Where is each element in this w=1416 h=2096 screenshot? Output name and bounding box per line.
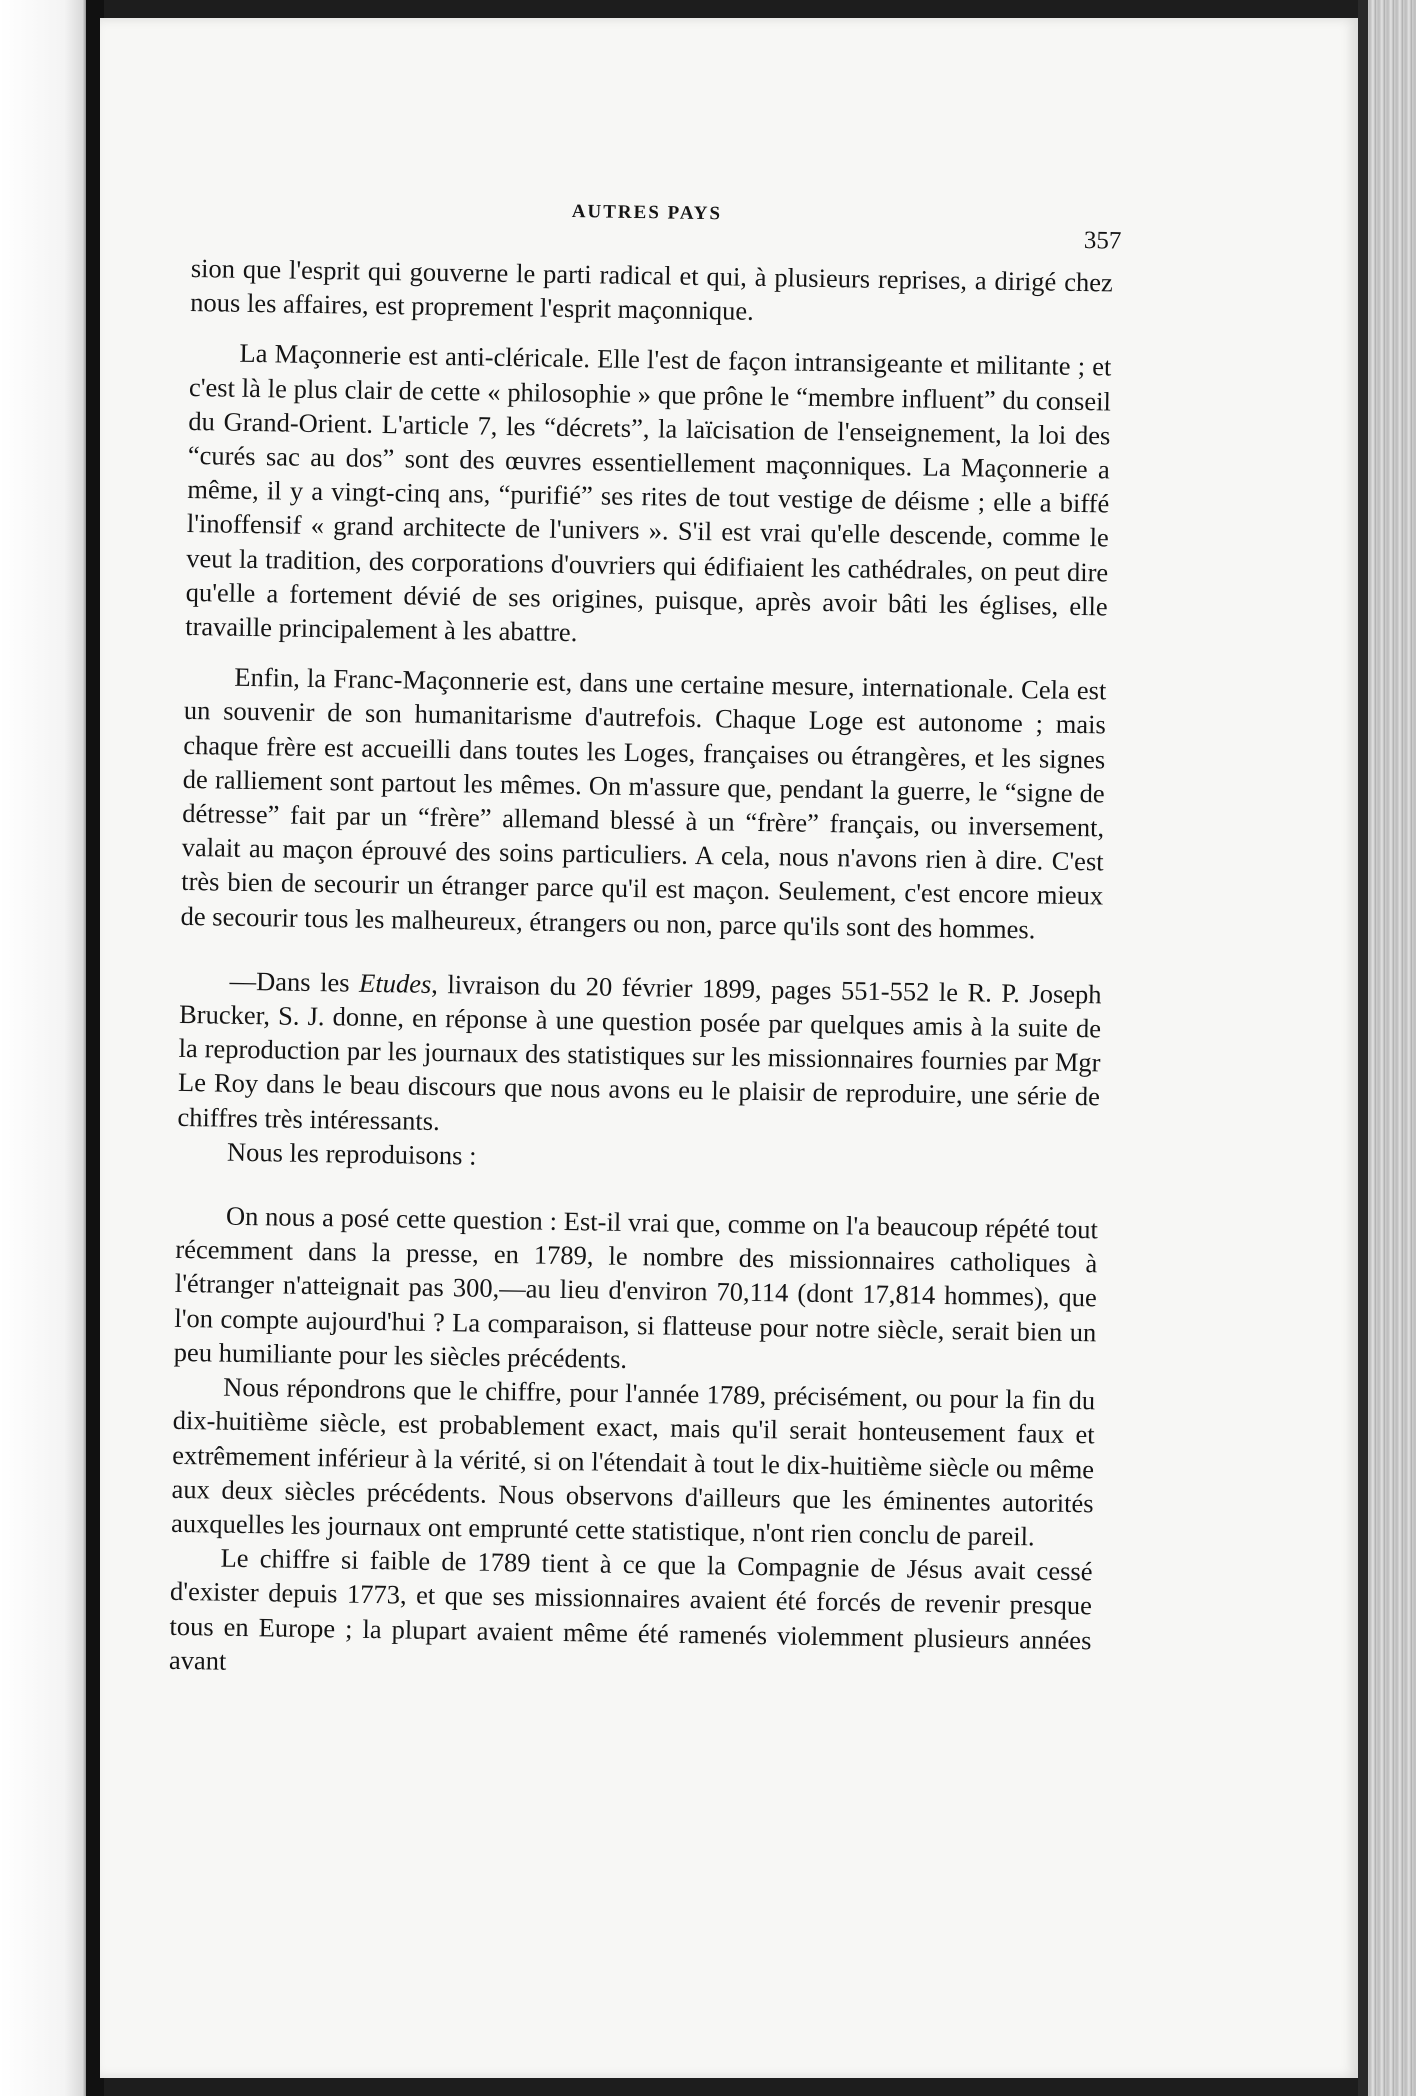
facing-page-edge bbox=[0, 0, 92, 2096]
page-text-block bbox=[168, 195, 1122, 1691]
quote-reponse: Nous répondrons que le chiffre, pour l'année 1789, précisément, ou pour la fin du dix-huitième siècle, est probablement exact, mais qu'il serait honteusement faux et extrêmement inférieur à la vérité, si on l'étendait à tout le dix-huitième siècle ou même aux deux siècles précédents. Nous observons d'ailleurs que les éminentes autorités auxquelles les journaux ont emprunté cette statistique, n'ont rien conclu de pareil. bbox=[170, 1371, 1096, 1552]
page-stack-edge bbox=[1358, 0, 1416, 2096]
quote-question: On nous a posé cette question : Est-il vrai que, comme on l'a beaucoup répété tout récemment dans la presse, en 1789, le nombre des missionnaires catholiques à l'étranger n'atteignait pas 300,—au lieu d'environ 70,114 (dont 17,814 hommes), que l'on compte aujourd'hui ? La comparaison, si flatteuse pour notre siècle, serait bien un peu humiliante pour les siècles précédents. bbox=[173, 1200, 1099, 1374]
paragraph-continuation: sion que l'esprit qui gouverne le parti radical et qui, à plusieurs reprises, a dirigé chez nous les affaires, est proprement l'esprit maçonnique. bbox=[190, 252, 1113, 327]
quote-compagnie: Le chiffre si faible de 1789 tient à ce que la Compagnie de Jésus avait cessé d'exister depuis 1773, et que ses missionnaires avaient été forcés de revenir presque tous en Europe ; la plupart avaient même été ramenés violemment plusieurs années avant bbox=[168, 1542, 1093, 1676]
etudes-lead: —Dans les bbox=[229, 965, 360, 998]
paragraph-etudes bbox=[177, 963, 1102, 1148]
etudes-rest: , livraison du 20 février 1899, pages 551-552 le R. P. Joseph Brucker, S. J. donne, en réponse à une question posée par quelques amis à la suite de la reproduction par les journaux des statistiques sur les missionnaires fournies par Mgr Le Roy dans le beau discours que nous avons eu le plaisir de reproduire, une série de chiffres très intéressants. bbox=[177, 968, 1102, 1136]
paragraph-internationale: Enfin, la Franc-Maçonnerie est, dans une certaine mesure, internationale. Cela est un souvenir de son humanitarisme d'autrefois. Chaque Loge est autonome ; mais chaque frère est accueilli dans toutes les Loges, françaises ou étrangères, et les signes de ralliement sont partout les mêmes. On m'assure que, pendant la guerre, le “signe de détresse” fait par un “frère” allemand blessé à un “frère” français, ou inversement, valait au maçon éprouvé des soins particuliers. A cela, nous n'avons rien à dire. C'est très bien de secourir un étranger parce qu'il est maçon. Seulement, c'est encore mieux de secourir tous les malheureux, étrangers ou non, parce qu'ils sont des hommes. bbox=[180, 661, 1107, 944]
page-number: 357 bbox=[1083, 227, 1122, 255]
running-title: AUTRES PAYS bbox=[571, 200, 723, 225]
paragraph-anticlericale: La Maçonnerie est anti-cléricale. Elle l'est de façon intransigeante et militante ; et c'est là le plus clair de cette « philosophie » que prône le “membre influent” du conseil du Grand-Orient. L'article 7, les “décrets”, la laïcisation de l'enseignement, la loi des “curés sac au dos” sont des œuvres essentiellement maçonniques. La Maçonnerie a même, il y a vingt-cinq ans, “purifié” ses rites de tout vestige de déisme ; elle a biffé l'inoffensif « grand architecte de l'univers ». S'il est vrai qu'elle descende, comme le veut la tradition, des corporations d'ouvriers qui édifiaient les cathédrales, on peut dire qu'elle a fortement dévié de ses origines, puisque, après avoir bâti les églises, elle travaille principalement à les abattre. bbox=[184, 338, 1112, 648]
etudes-title: Etudes bbox=[358, 967, 432, 999]
paragraph-reproduisons: Nous les reproduisons : bbox=[226, 1136, 477, 1171]
